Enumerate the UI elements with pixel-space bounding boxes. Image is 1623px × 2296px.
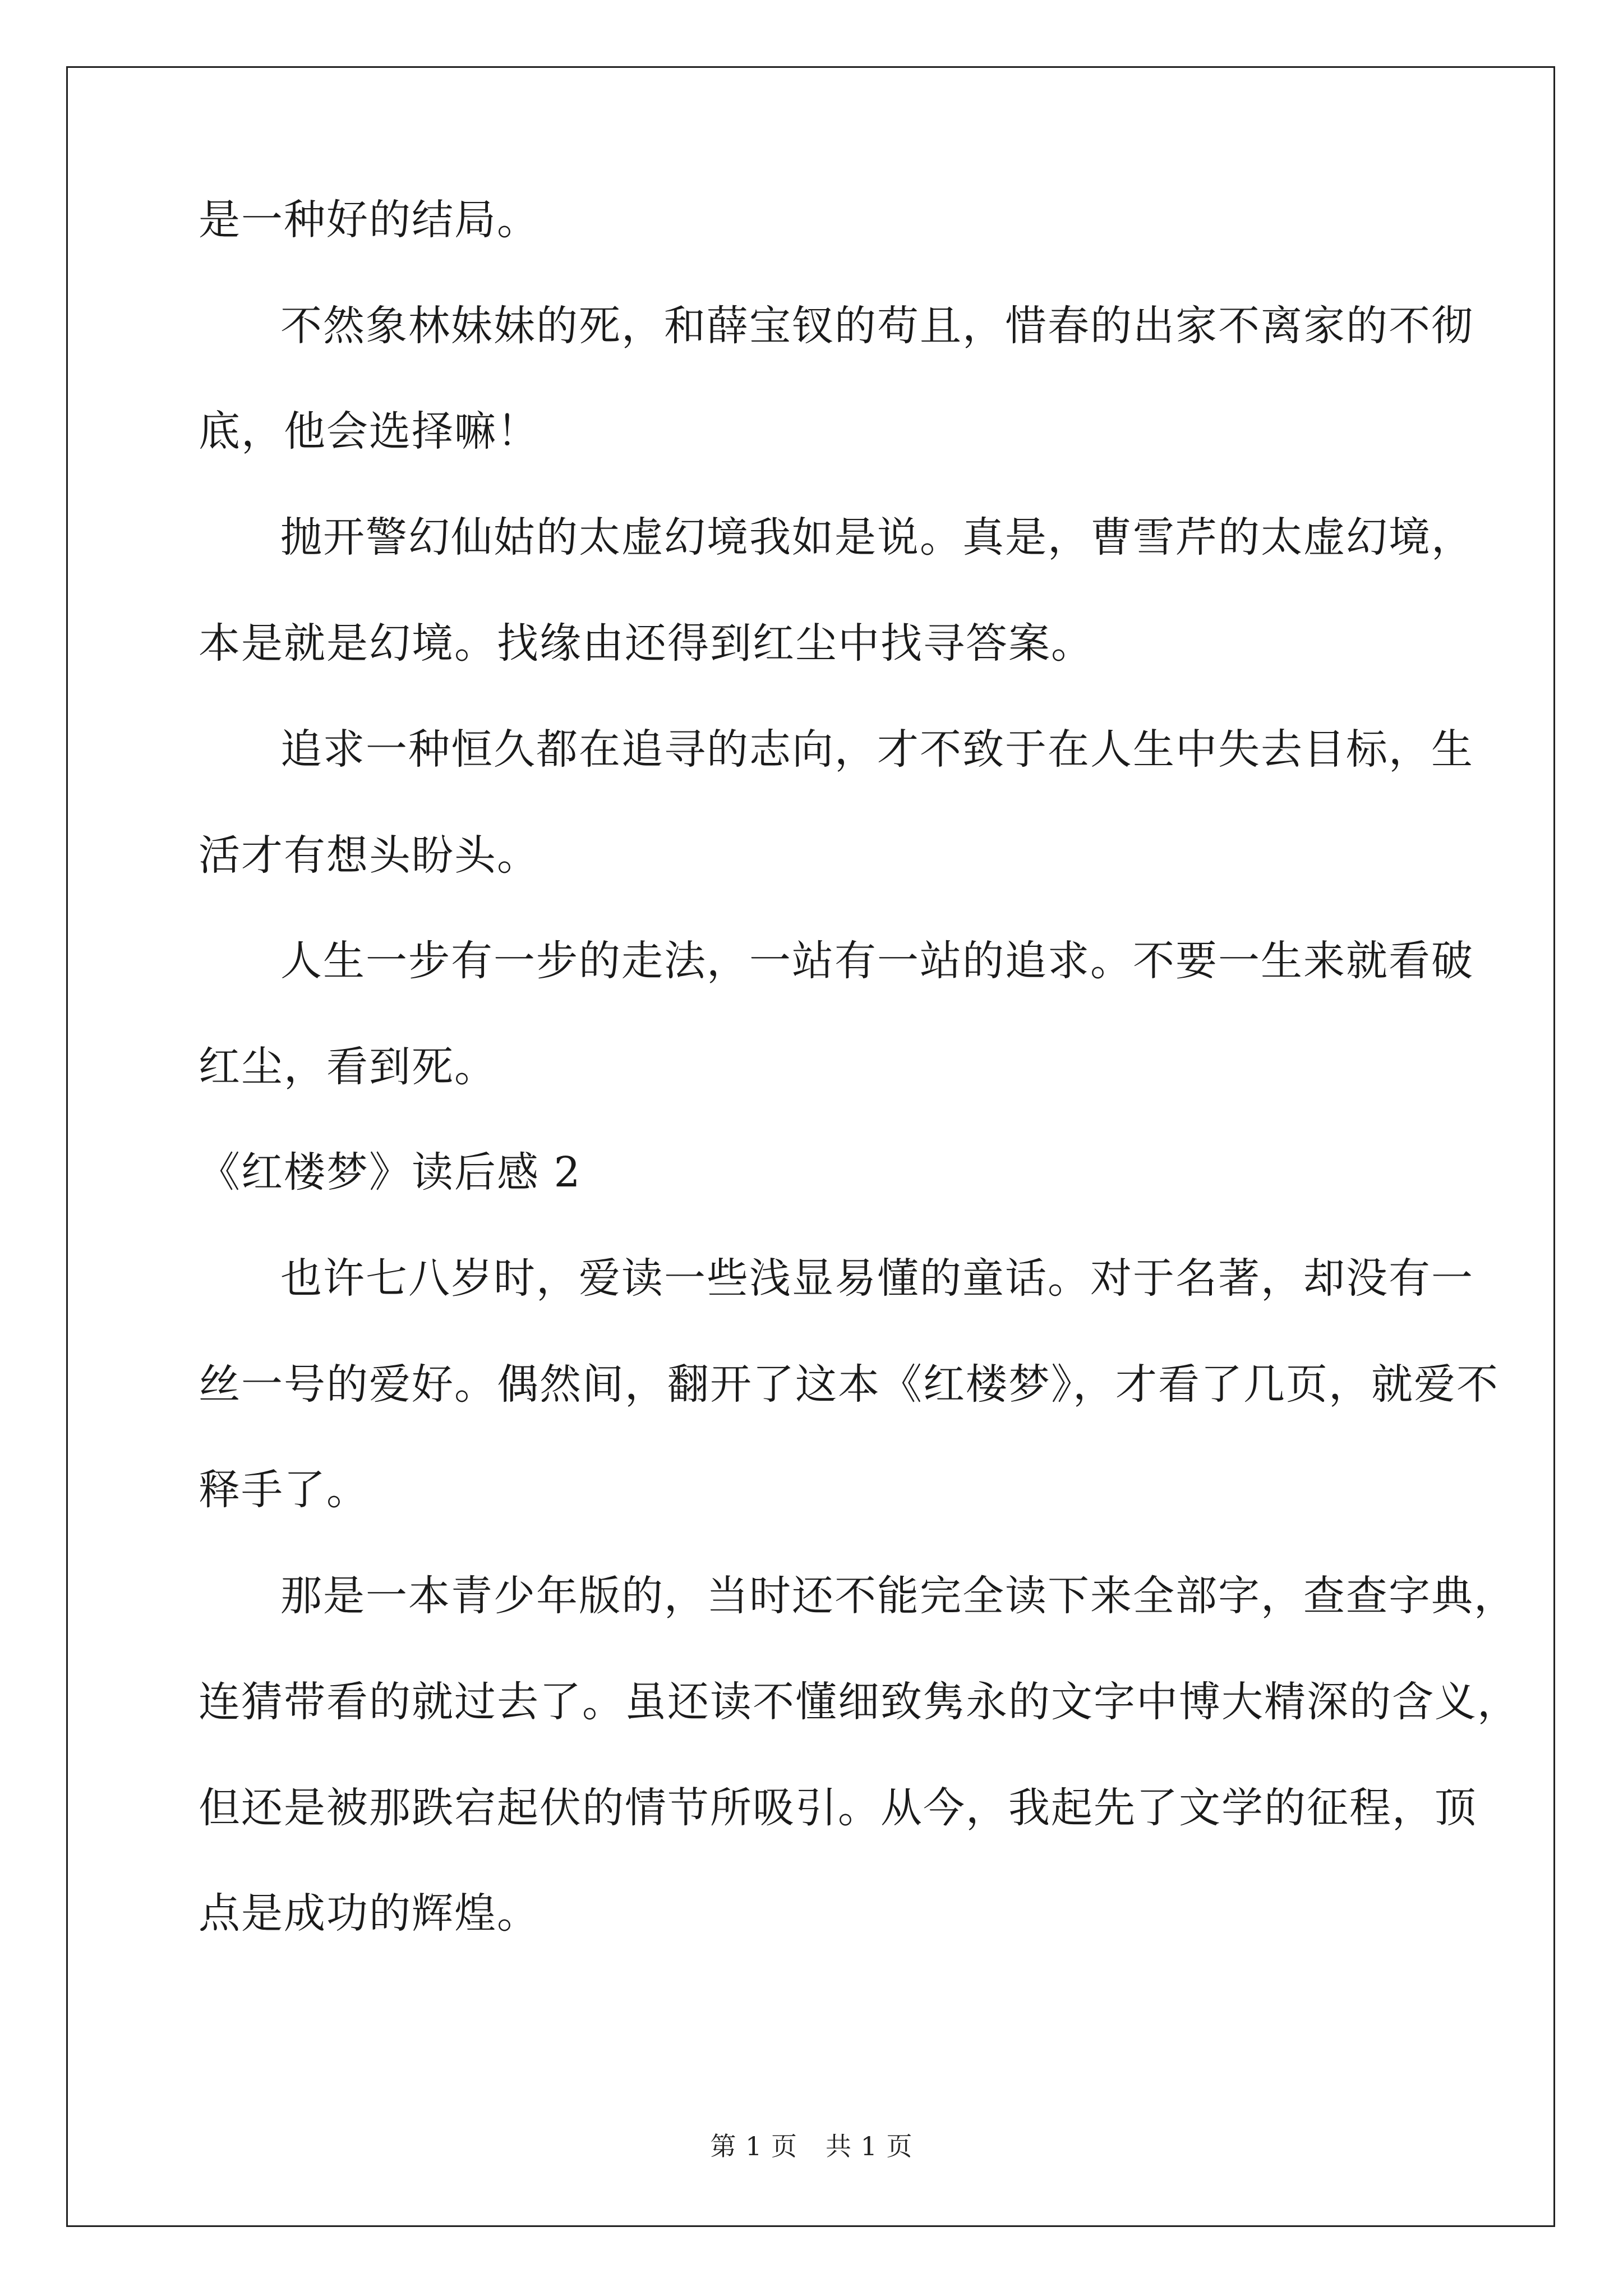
paragraph-line: 人生一步有一步的走法，一站有一站的追求。不要一生来就看破 (280, 937, 1474, 985)
text-line: 点是成功的辉煌。 (199, 1889, 540, 1938)
text-line: 但还是被那跌宕起伏的情节所吸引。从今，我起先了文学的征程，顶 (199, 1784, 1477, 1832)
text-line: 红尘，看到死。 (199, 1043, 497, 1091)
section-heading: 《红楼梦》读后感 2 (199, 1148, 582, 1197)
text-line: 本是就是幻境。找缘由还得到红尘中找寻答案。 (199, 619, 1094, 668)
text-line: 连猜带看的就过去了。虽还读不懂细致隽永的文字中博大精深的含义， (199, 1678, 1520, 1726)
paragraph-line: 不然象林妹妹的死，和薛宝钗的苟且，惜春的出家不离家的不彻 (280, 302, 1474, 350)
page-number: 第 1 页 (710, 2131, 797, 2161)
text-line: 底，他会选择嘛！ (199, 407, 540, 455)
page-total: 共 1 页 (826, 2131, 913, 2161)
paragraph-line: 那是一本青少年版的，当时还不能完全读下来全部字，查查字典， (280, 1572, 1516, 1620)
text-line: 释手了。 (199, 1466, 369, 1514)
paragraph-line: 也许七八岁时，爱读一些浅显易懂的童话。对于名著，却没有一 (280, 1254, 1474, 1303)
page-footer (0, 2126, 1623, 2163)
text-line: 丝一号的爱好。偶然间，翻开了这本《红楼梦》，才看了几页，就爱不 (199, 1360, 1499, 1409)
text-line: 活才有想头盼头。 (199, 831, 540, 880)
paragraph-line: 抛开警幻仙姑的太虚幻境我如是说。真是，曹雪芹的太虚幻境， (280, 513, 1474, 562)
text-line: 是一种好的结局。 (199, 196, 540, 244)
paragraph-line: 追求一种恒久都在追寻的志向，才不致于在人生中失去目标，生 (280, 725, 1474, 774)
